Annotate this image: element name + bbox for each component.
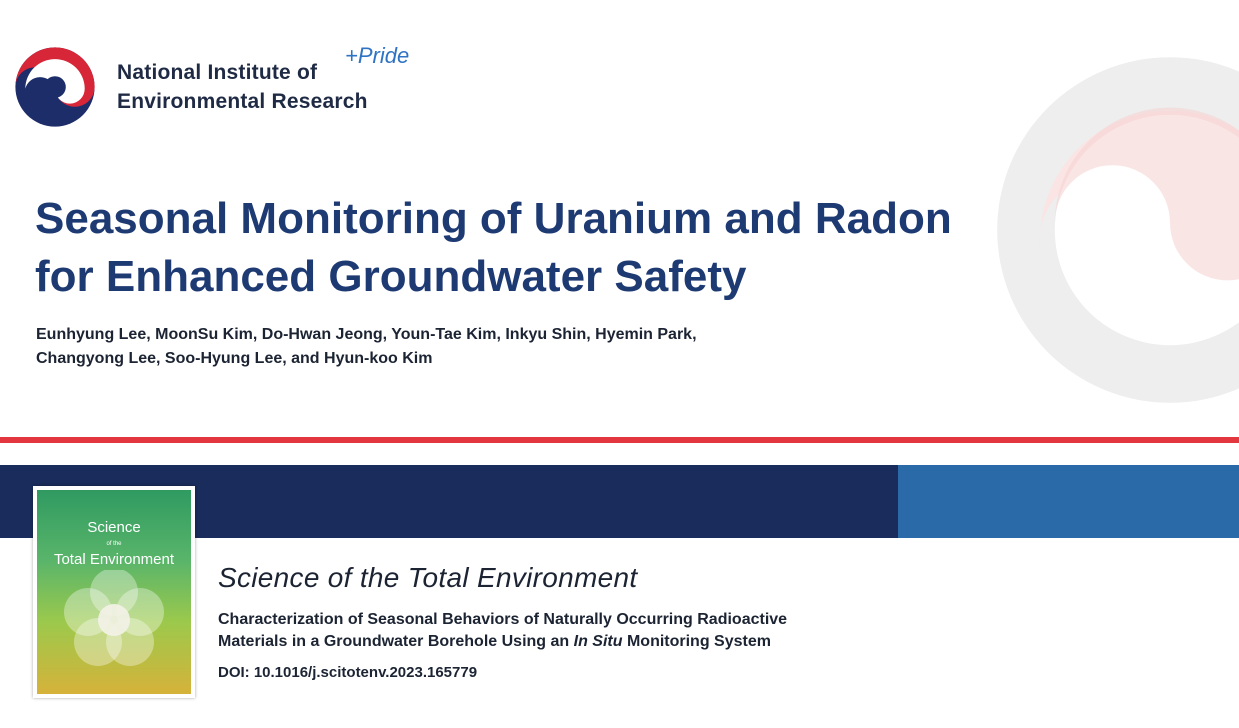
cover-title	[37, 520, 191, 568]
taegeuk-logo-icon	[10, 42, 100, 132]
article-title-line2: Materials in a Groundwater Borehole Using an In Situ Monitoring System	[218, 633, 771, 650]
red-divider	[0, 437, 1239, 443]
page-title	[35, 190, 952, 306]
org-name	[117, 58, 368, 116]
author-list	[36, 323, 697, 371]
journal-name: Science of the Total Environment	[218, 562, 638, 593]
taegeuk-watermark-icon	[990, 50, 1239, 410]
pride-tagline: +Pride	[345, 43, 410, 68]
cover-title-line2: Total Environment	[53, 551, 175, 568]
org-name-line1: National Institute of	[117, 61, 318, 84]
article-title-line1: Characterization of Seasonal Behaviors of Naturally Occurring Radioactive	[218, 611, 788, 628]
article-doi[interactable]: DOI: 10.1016/j.scitotenv.2023.165779	[218, 664, 478, 681]
cover-flower-icon	[64, 570, 164, 670]
org-name-line2: Environmental Research	[117, 90, 368, 113]
journal-cover-image	[37, 490, 191, 694]
blue-band	[898, 465, 1239, 538]
title-line2: for Enhanced Groundwater Safety	[35, 252, 747, 301]
authors-line2: Changyong Lee, Soo-Hyung Lee, and Hyun-koo Kim	[36, 350, 433, 367]
title-line1: Seasonal Monitoring of Uranium and Radon	[35, 194, 952, 243]
article-title	[218, 609, 787, 653]
cover-title-line1: Science of the	[87, 519, 141, 547]
journal-cover	[33, 486, 195, 698]
authors-line1: Eunhyung Lee, MoonSu Kim, Do-Hwan Jeong, Youn-Tae Kim, Inkyu Shin, Hyemin Park,	[36, 326, 697, 343]
